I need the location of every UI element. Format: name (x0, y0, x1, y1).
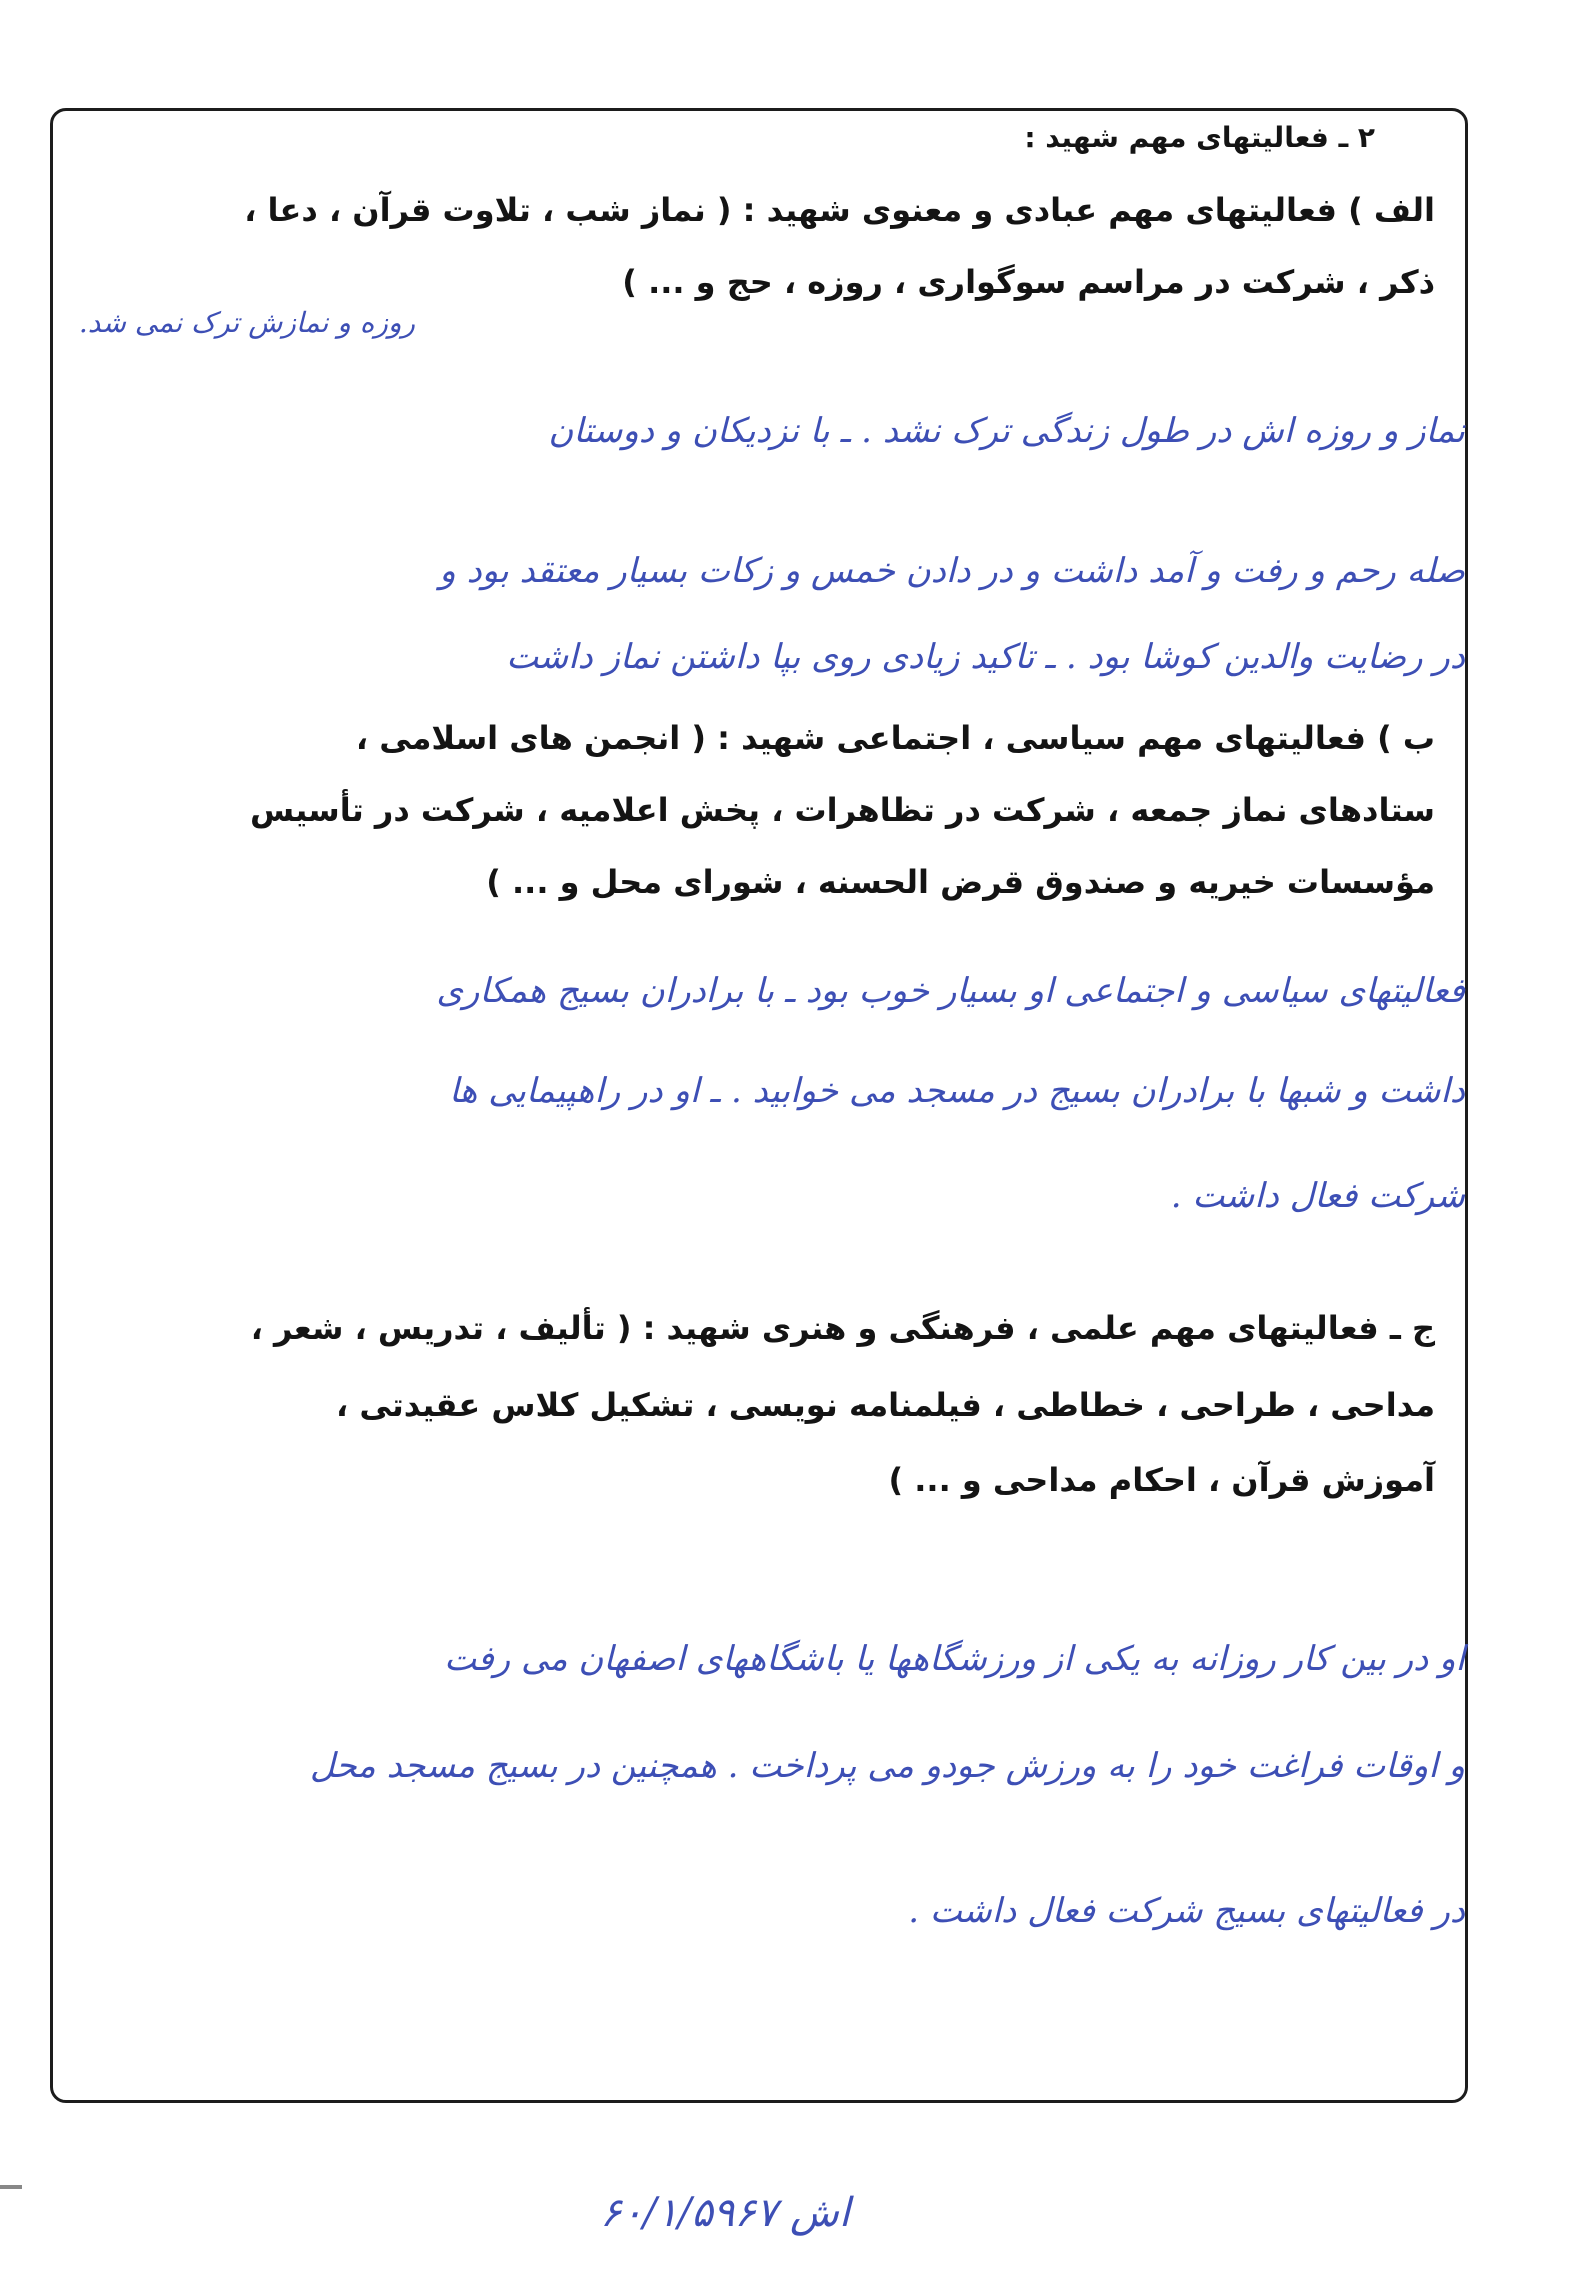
scan-edge-mark (0, 2185, 22, 2189)
part-c-printed-line-3: آموزش قرآن ، احکام مداحی و ... ) (888, 1461, 1435, 1499)
part-a-handwritten-line-3: در رضایت والدین کوشا بود . ـ تاکید زیادی روی بپا داشتن نماز داشت (506, 637, 1465, 677)
part-b-handwritten-line-3: شرکت فعال داشت . (1170, 1176, 1465, 1216)
part-a-printed-line-2: ذکر ، شرکت در مراسم سوگواری ، روزه ، حج و ... ) (622, 263, 1435, 301)
part-b-handwritten-line-2: داشت و شبها با برادران بسیج در مسجد می خوابید . ـ او در راهپیمایی ها (449, 1071, 1465, 1111)
document-frame (50, 108, 1468, 2103)
part-b-printed-line-2: ستادهای نماز جمعه ، شرکت در تظاهرات ، پخش اعلامیه ، شرکت در تأسیس (249, 791, 1435, 829)
part-a-printed-line-1: الف ) فعالیتهای مهم عبادی و معنوی شهید : ( نماز شب ، تلاوت قرآن ، دعا ، (244, 191, 1435, 229)
part-c-printed-line-2: مداحی ، طراحی ، خطاطی ، فیلمنامه نویسی ، تشکیل کلاس عقیدتی ، (336, 1386, 1435, 1424)
part-b-printed-line-1: ب ) فعالیتهای مهم سیاسی ، اجتماعی شهید : ( انجمن های اسلامی ، (355, 719, 1435, 757)
part-b-handwritten-line-1: فعالیتهای سیاسی و اجتماعی او بسیار خوب بود ـ با برادران بسیج همکاری (436, 971, 1465, 1011)
section-title: ۲ ـ فعالیتهای مهم شهید : (1024, 121, 1375, 154)
part-c-handwritten-line-3: در فعالیتهای بسیج شرکت فعال داشت . (908, 1891, 1465, 1931)
part-b-printed-line-3: مؤسسات خیریه و صندوق قرض الحسنه ، شورای محل و ... ) (486, 863, 1435, 901)
part-c-printed-line-1: ج ـ فعالیتهای مهم علمی ، فرهنگی و هنری شهید : ( تألیف ، تدریس ، شعر ، (250, 1309, 1435, 1347)
part-c-handwritten-line-1: او در بین کار روزانه به یکی از ورزشگاهها یا باشگاههای اصفهان می رفت (444, 1639, 1465, 1679)
part-c-handwritten-line-2: و اوقات فراغت خود را به ورزش جودو می پرداخت . همچنین در بسیج مسجد محل (309, 1746, 1465, 1786)
footer-handwritten-code: ۶۰/۱/اش ۵۹۶۷ (600, 2190, 850, 2236)
part-a-handwritten-inline: روزه و نمازش ترک نمی شد. (78, 306, 415, 339)
part-a-handwritten-line-1: نماز و روزه اش در طول زندگی ترک نشد . ـ با نزدیکان و دوستان (548, 411, 1465, 451)
part-a-handwritten-line-2: صله رحم و رفت و آمد داشت و در دادن خمس و زکات بسیار معتقد بود و (439, 551, 1465, 591)
